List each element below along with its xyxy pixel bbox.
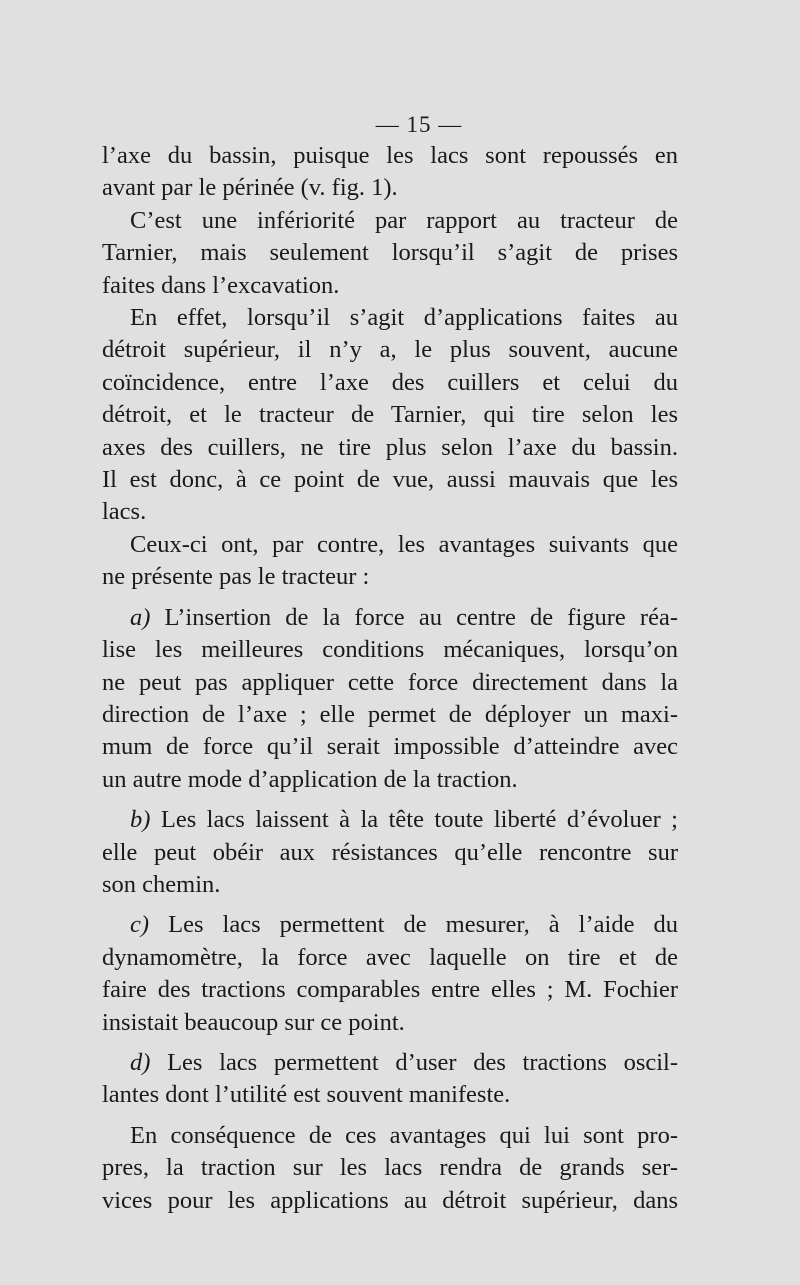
text-line: faire des tractions comparables entre elles ; M. Fochier <box>102 976 678 1004</box>
list-marker: b) <box>130 806 151 834</box>
list-item-b <box>102 804 678 901</box>
text-run: L’insertion de la force au centre de figure réa- <box>150 603 678 631</box>
text-line: son chemin. <box>102 870 221 898</box>
text-line: Il est donc, à ce point de vue, aussi mauvais que les <box>102 466 678 494</box>
list-item-c <box>102 909 678 1039</box>
text-line: En conséquence de ces avantages qui lui sont pro- <box>130 1121 678 1149</box>
text-line: lacs. <box>102 498 147 526</box>
paragraph-1 <box>102 140 678 205</box>
text-line: C’est une infériorité par rapport au tracteur de <box>130 206 678 234</box>
text-line: pres, la traction sur les lacs rendra de grands ser- <box>102 1154 678 1182</box>
text-line: coïncidence, entre l’axe des cuillers et celui du <box>102 368 678 396</box>
text-line <box>102 804 678 836</box>
text-line: insistait beaucoup sur ce point. <box>102 1008 405 1036</box>
text-line: ne présente pas le tracteur : <box>102 563 370 591</box>
list-item-d <box>102 1047 678 1112</box>
text-line: détroit, et le tracteur de Tarnier, qui tire selon les <box>102 401 678 429</box>
text-run: Les lacs permettent de mesurer, à l’aide du <box>149 911 678 939</box>
text-line: faites dans l’excavation. <box>102 271 340 299</box>
text-line <box>102 602 678 634</box>
paragraph-conclusion <box>102 1120 678 1217</box>
paragraph-4 <box>102 529 678 594</box>
text-line: lantes dont l’utilité est souvent manifeste. <box>102 1081 511 1109</box>
body-text <box>102 140 678 1217</box>
list-item-a <box>102 602 678 796</box>
text-line: l’axe du bassin, puisque les lacs sont repoussés en <box>102 142 678 169</box>
text-line: elle peut obéir aux résistances qu’elle rencontre sur <box>102 838 678 866</box>
text-run: Les lacs permettent d’user des tractions oscil- <box>150 1048 678 1076</box>
paragraph-2 <box>102 205 678 302</box>
text-line: axes des cuillers, ne tire plus selon l’axe du bassin. <box>102 433 678 461</box>
page-number: — 15 — <box>375 112 463 137</box>
text-line: avant par le périnée (v. fig. 1). <box>102 174 398 202</box>
text-line <box>102 909 678 941</box>
text-line <box>102 1047 678 1079</box>
text-line: vices pour les applications au détroit supérieur, dans <box>102 1186 678 1214</box>
text-line: Ceux-ci ont, par contre, les avantages suivants que <box>130 530 678 558</box>
text-line: En effet, lorsqu’il s’agit d’applications faites au <box>130 304 678 332</box>
paragraph-3 <box>102 302 678 529</box>
text-line: détroit supérieur, il n’y a, le plus souvent, aucune <box>102 336 678 364</box>
text-line: dynamomètre, la force avec laquelle on tire et de <box>102 943 678 971</box>
text-line: direction de l’axe ; elle permet de déployer un maxi- <box>102 700 678 728</box>
text-run: Les lacs laissent à la tête toute liberté d’évoluer ; <box>150 806 678 834</box>
text-line: un autre mode d’application de la traction. <box>102 765 518 793</box>
list-marker: c) <box>130 911 150 939</box>
text-line: ne peut pas appliquer cette force directement dans la <box>102 668 678 696</box>
text-line: mum de force qu’il serait impossible d’atteindre avec <box>102 733 678 761</box>
text-line: lise les meilleures conditions mécaniques, lorsqu’on <box>102 636 678 664</box>
list-marker: d) <box>130 1048 151 1076</box>
list-marker: a) <box>130 603 151 631</box>
text-line: Tarnier, mais seulement lorsqu’il s’agit de prises <box>102 239 678 267</box>
